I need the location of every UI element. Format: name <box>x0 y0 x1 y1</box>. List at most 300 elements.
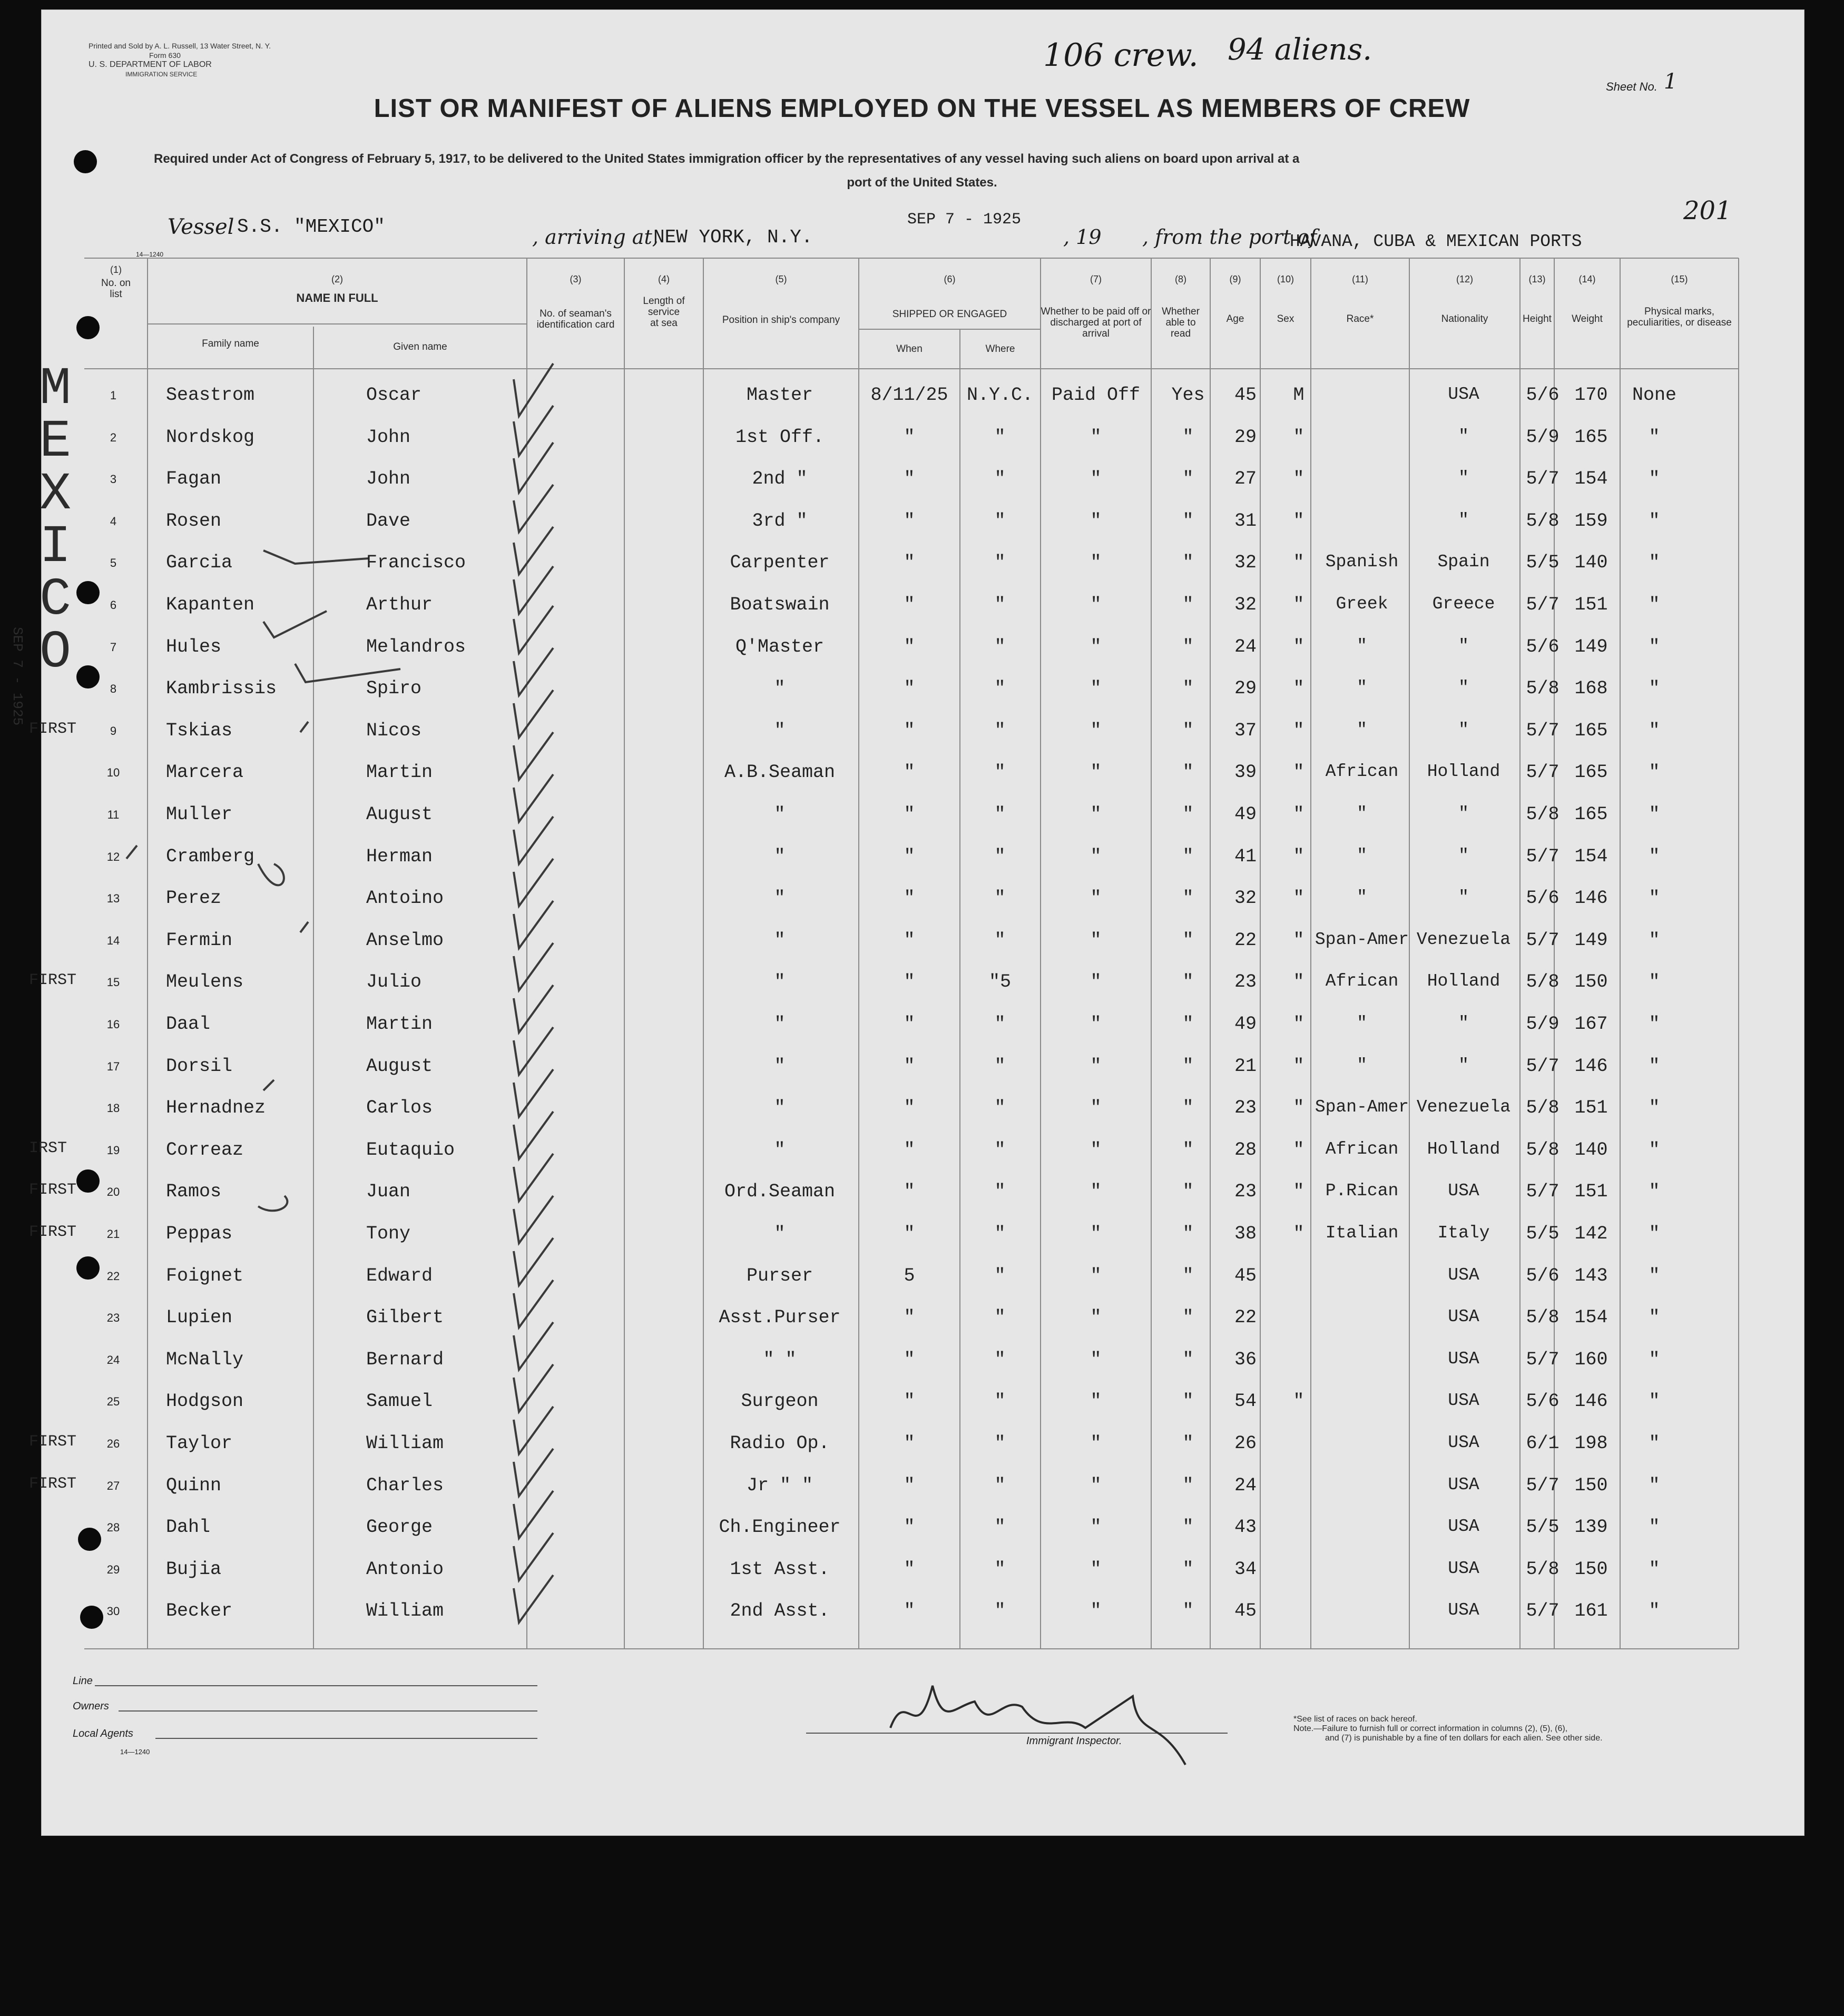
paid-off: " <box>1090 762 1102 783</box>
paid-off: " <box>1090 636 1102 657</box>
given-name: Francisco <box>366 552 466 574</box>
row-number: 1 <box>110 389 117 402</box>
given-name: Juan <box>366 1181 411 1203</box>
race: " <box>1357 636 1367 656</box>
weight: 167 <box>1574 1014 1608 1035</box>
col-header-height <box>1520 274 1554 324</box>
vessel-value: S.S. "MEXICO" <box>237 216 385 238</box>
nationality: USA <box>1448 1558 1479 1578</box>
row-number: 27 <box>106 1479 120 1492</box>
shipped-when: " <box>904 1223 915 1244</box>
race: Span-Amer <box>1315 1097 1409 1117</box>
sex: " <box>1293 552 1304 574</box>
footer-note: and (7) is punishable by a fine of ten dollars for each alien. See other side. <box>1325 1734 1603 1743</box>
shipped-where: " <box>994 1307 1006 1329</box>
age: 21 <box>1234 1055 1257 1077</box>
shipped-where: " <box>994 1433 1006 1454</box>
height: 5/5 <box>1526 552 1559 574</box>
col-header-family: Family name <box>202 338 259 349</box>
position: " <box>774 720 786 741</box>
shipped-when: " <box>904 804 915 825</box>
weight: 150 <box>1574 971 1608 993</box>
paid-off: " <box>1090 888 1102 909</box>
position: Boatswain <box>730 594 830 615</box>
shipped-where: " <box>994 552 1006 574</box>
age: 23 <box>1234 1181 1257 1203</box>
race: African <box>1325 1139 1399 1159</box>
position: Carpenter <box>730 552 830 574</box>
given-name: Antoino <box>366 888 444 909</box>
physical-marks: " <box>1649 1055 1660 1077</box>
position: Surgeon <box>741 1391 819 1412</box>
shipped-when: " <box>904 762 915 783</box>
nationality: USA <box>1448 1307 1479 1327</box>
footer-note: Note.—Failure to furnish full or correct information in columns (2), (5), (6), <box>1293 1724 1568 1733</box>
nationality: " <box>1458 426 1469 446</box>
age: 22 <box>1234 1307 1257 1329</box>
weight: 165 <box>1574 720 1608 741</box>
sex: " <box>1293 762 1304 783</box>
col-header-weight <box>1554 274 1620 324</box>
col-label: Height <box>1523 313 1552 324</box>
shipped-where: " <box>994 1349 1006 1370</box>
family-name: Tskias <box>166 720 233 741</box>
row-number: 12 <box>106 850 120 863</box>
col-number: (5) <box>775 274 787 284</box>
height: 6/1 <box>1526 1433 1559 1454</box>
col-number: (4) <box>658 274 670 284</box>
paid-off: " <box>1090 1474 1102 1496</box>
shipped-when: " <box>904 1055 915 1077</box>
age: 41 <box>1234 845 1257 867</box>
physical-marks: " <box>1649 1181 1660 1203</box>
physical-marks: " <box>1649 510 1660 532</box>
weight: 150 <box>1574 1474 1608 1496</box>
col-header-given: Given name <box>393 341 447 352</box>
weight: 168 <box>1574 678 1608 700</box>
weight: 146 <box>1574 1391 1608 1412</box>
age: 31 <box>1234 510 1257 532</box>
race: P.Rican <box>1325 1181 1399 1201</box>
shipped-when: " <box>904 468 915 490</box>
margin-stamp: FIRST <box>29 720 77 738</box>
physical-marks: " <box>1649 1349 1660 1370</box>
shipped-where: " <box>994 1139 1006 1161</box>
nationality: USA <box>1448 1181 1479 1201</box>
shipped-when: " <box>904 1558 915 1580</box>
col-header-nationality <box>1409 274 1520 324</box>
able-to-read: " <box>1182 1600 1194 1622</box>
stamp-number: 201 <box>1683 196 1732 225</box>
position: 2nd Asst. <box>730 1600 830 1622</box>
arrival-date-stamp: SEP 7 - 1925 <box>907 211 1022 229</box>
sex: " <box>1293 1391 1304 1412</box>
family-name: Hules <box>166 636 222 657</box>
able-to-read: " <box>1182 1474 1194 1496</box>
col-header-position <box>703 274 859 326</box>
height: 5/6 <box>1526 1391 1559 1412</box>
weight: 154 <box>1574 1307 1608 1329</box>
nationality: USA <box>1448 1349 1479 1369</box>
weight: 140 <box>1574 552 1608 574</box>
age: 49 <box>1234 804 1257 825</box>
printer-line: U. S. DEPARTMENT OF LABOR <box>89 60 212 69</box>
position: " <box>774 1223 786 1244</box>
height: 5/6 <box>1526 636 1559 657</box>
given-name: Dave <box>366 510 411 532</box>
physical-marks: " <box>1649 1433 1660 1454</box>
given-name: Melandros <box>366 636 466 657</box>
family-name: Cramberg <box>166 845 255 867</box>
height: 5/8 <box>1526 678 1559 700</box>
from-port-value: HAVANA, CUBA & MEXICAN PORTS <box>1290 232 1582 251</box>
col-number: (11) <box>1352 274 1368 284</box>
margin-stamp: FIRST <box>29 971 77 990</box>
paid-off: " <box>1090 720 1102 741</box>
paid-off: " <box>1090 929 1102 951</box>
paid-off: " <box>1090 1349 1102 1370</box>
family-name: Bujia <box>166 1558 222 1580</box>
sex: " <box>1293 636 1304 657</box>
given-name: Gilbert <box>366 1307 444 1329</box>
paid-off: " <box>1090 971 1102 993</box>
height: 5/9 <box>1526 1014 1559 1035</box>
row-number: 9 <box>110 724 117 737</box>
paid-off: " <box>1090 1433 1102 1454</box>
sex: " <box>1293 468 1304 490</box>
family-name: Daal <box>166 1014 211 1035</box>
col-number: (7) <box>1090 274 1102 284</box>
year-label: , 19 <box>1063 225 1102 249</box>
physical-marks: " <box>1649 720 1660 741</box>
paid-off: " <box>1090 1181 1102 1203</box>
col-header-no <box>84 264 148 300</box>
col-label: Physical marks, peculiarities, or disease <box>1627 306 1732 328</box>
weight: 149 <box>1574 636 1608 657</box>
family-name: Hodgson <box>166 1391 244 1412</box>
nationality: Venezuela <box>1416 1097 1511 1117</box>
nationality: " <box>1458 468 1469 488</box>
row-number: 6 <box>110 598 117 612</box>
age: 23 <box>1234 971 1257 993</box>
able-to-read: " <box>1182 1139 1194 1161</box>
physical-marks: " <box>1649 929 1660 951</box>
col-header-shipped <box>859 274 1041 320</box>
age: 34 <box>1234 1558 1257 1580</box>
weight: 154 <box>1574 468 1608 490</box>
weight: 165 <box>1574 426 1608 448</box>
height: 5/9 <box>1526 426 1559 448</box>
able-to-read: " <box>1182 1223 1194 1244</box>
race: " <box>1357 845 1367 866</box>
height: 5/7 <box>1526 762 1559 783</box>
shipped-when: " <box>904 1391 915 1412</box>
paid-off: " <box>1090 1265 1102 1286</box>
shipped-when: " <box>904 929 915 951</box>
sex: " <box>1293 1223 1304 1244</box>
col-number: (10) <box>1277 274 1294 284</box>
weight: 151 <box>1574 1181 1608 1203</box>
sex: " <box>1293 929 1304 951</box>
age: 39 <box>1234 762 1257 783</box>
physical-marks: " <box>1649 1517 1660 1538</box>
col-label: No. of seaman's identification card <box>536 308 615 330</box>
row-number: 16 <box>106 1018 120 1031</box>
position: Radio Op. <box>730 1433 830 1454</box>
paid-off: " <box>1090 594 1102 615</box>
col-header-read <box>1151 274 1210 339</box>
nationality: " <box>1458 636 1469 656</box>
shipped-when: " <box>904 636 915 657</box>
height: 5/8 <box>1526 1307 1559 1329</box>
family-name: Fagan <box>166 468 222 490</box>
race: " <box>1357 1014 1367 1033</box>
physical-marks: " <box>1649 552 1660 574</box>
col-label: Position in ship's company <box>722 314 840 326</box>
col-label: NAME IN FULL <box>296 291 378 304</box>
weight: 149 <box>1574 929 1608 951</box>
nationality: Greece <box>1432 594 1495 614</box>
weight: 170 <box>1574 385 1608 406</box>
able-to-read: " <box>1182 1097 1194 1119</box>
family-name: Kapanten <box>166 594 255 615</box>
col-number: (14) <box>1578 274 1596 284</box>
paid-off: " <box>1090 1517 1102 1538</box>
age: 43 <box>1234 1517 1257 1538</box>
able-to-read: " <box>1182 762 1194 783</box>
family-name: Becker <box>166 1600 233 1622</box>
col-label: Weight <box>1572 313 1603 324</box>
shipped-where: " <box>994 804 1006 825</box>
shipped-where: " <box>994 1223 1006 1244</box>
shipped-when: " <box>904 845 915 867</box>
sex: " <box>1293 426 1304 448</box>
form-code: 14—1240 <box>136 251 164 258</box>
nationality: " <box>1458 678 1469 698</box>
family-name: Kambrissis <box>166 678 277 700</box>
margin-date-stamp: SEP 7 - 1925 <box>9 627 25 726</box>
race: Spanish <box>1325 552 1399 572</box>
footer-owners-label: Owners <box>73 1700 109 1712</box>
family-name: Muller <box>166 804 233 825</box>
given-name: Bernard <box>366 1349 444 1370</box>
nationality: " <box>1458 1014 1469 1033</box>
shipped-when: " <box>904 1181 915 1203</box>
height: 5/6 <box>1526 888 1559 909</box>
family-name: Ramos <box>166 1181 222 1203</box>
age: 32 <box>1234 888 1257 909</box>
height: 5/7 <box>1526 929 1559 951</box>
paid-off: " <box>1090 678 1102 700</box>
margin-vessel-stamp: MEXICO <box>40 360 72 683</box>
paid-off: " <box>1090 510 1102 532</box>
col-header-service <box>624 274 703 329</box>
shipped-when: " <box>904 1139 915 1161</box>
physical-marks: " <box>1649 594 1660 615</box>
col-number: (2) <box>331 274 343 284</box>
nationality: USA <box>1448 1391 1479 1411</box>
given-name: Charles <box>366 1474 444 1496</box>
nationality: USA <box>1448 1474 1479 1494</box>
physical-marks: " <box>1649 971 1660 993</box>
nationality: " <box>1458 845 1469 866</box>
row-number: 2 <box>110 430 117 444</box>
height: 5/5 <box>1526 1223 1559 1244</box>
family-name: Hernadnez <box>166 1097 266 1119</box>
physical-marks: " <box>1649 762 1660 783</box>
shipped-where: " <box>994 762 1006 783</box>
paid-off: " <box>1090 552 1102 574</box>
nationality: " <box>1458 1055 1469 1075</box>
race: " <box>1357 720 1367 740</box>
height: 5/8 <box>1526 1139 1559 1161</box>
nationality: USA <box>1448 1600 1479 1620</box>
nationality: " <box>1458 510 1469 530</box>
physical-marks: " <box>1649 1558 1660 1580</box>
height: 5/7 <box>1526 1181 1559 1203</box>
height: 5/7 <box>1526 720 1559 741</box>
position: 3rd " <box>752 510 808 532</box>
subtitle-line-1: Required under Act of Congress of February 5, 1917, to be delivered to the United States immigration officer by the representatives of any vessel having such aliens on board upon arrival at a <box>154 152 1300 166</box>
height: 5/8 <box>1526 1097 1559 1119</box>
position: " <box>774 1014 786 1035</box>
sex: " <box>1293 1014 1304 1035</box>
row-number: 11 <box>107 808 120 821</box>
family-name: Garcia <box>166 552 233 574</box>
margin-stamp: IRST <box>29 1139 67 1157</box>
shipped-when: " <box>904 678 915 700</box>
row-number: 30 <box>106 1605 120 1618</box>
shipped-where: " <box>994 1014 1006 1035</box>
able-to-read: " <box>1182 426 1194 448</box>
col-label: Sex <box>1277 313 1294 324</box>
paid-off: " <box>1090 845 1102 867</box>
weight: 151 <box>1574 1097 1608 1119</box>
given-name: Spiro <box>366 678 422 700</box>
able-to-read: " <box>1182 1433 1194 1454</box>
age: 29 <box>1234 678 1257 700</box>
shipped-where: " <box>994 426 1006 448</box>
family-name: Correaz <box>166 1139 244 1161</box>
shipped-where: " <box>994 1265 1006 1286</box>
age: 23 <box>1234 1097 1257 1119</box>
shipped-when: " <box>904 510 915 532</box>
col-number: (12) <box>1456 274 1473 284</box>
able-to-read: " <box>1182 929 1194 951</box>
height: 5/8 <box>1526 510 1559 532</box>
physical-marks: None <box>1632 385 1677 406</box>
given-name: Edward <box>366 1265 433 1286</box>
weight: 159 <box>1574 510 1608 532</box>
physical-marks: " <box>1649 1223 1660 1244</box>
shipped-where: " <box>994 1097 1006 1119</box>
family-name: Rosen <box>166 510 222 532</box>
arriving-label: , arriving at, <box>532 225 659 249</box>
position: 1st Off. <box>735 426 825 448</box>
weight: 142 <box>1574 1223 1608 1244</box>
able-to-read: " <box>1182 594 1194 615</box>
given-name: August <box>366 804 433 825</box>
sex: M <box>1293 385 1304 406</box>
age: 32 <box>1234 594 1257 615</box>
age: 45 <box>1234 1265 1257 1286</box>
margin-stamp: FIRST <box>29 1181 77 1199</box>
col-header-where: Where <box>985 343 1015 355</box>
physical-marks: " <box>1649 1139 1660 1161</box>
weight: 143 <box>1574 1265 1608 1286</box>
given-name: John <box>366 468 411 490</box>
row-number: 29 <box>106 1562 120 1576</box>
col-label: No. on list <box>101 278 131 300</box>
shipped-where: " <box>994 845 1006 867</box>
weight: 146 <box>1574 888 1608 909</box>
position: Jr " " <box>746 1474 813 1496</box>
shipped-when: " <box>904 1014 915 1035</box>
family-name: Taylor <box>166 1433 233 1454</box>
race: African <box>1325 762 1399 782</box>
position: 1st Asst. <box>730 1558 830 1580</box>
height: 5/7 <box>1526 1055 1559 1077</box>
sheet-no-label: Sheet No. <box>1606 80 1657 93</box>
position: " <box>774 1097 786 1119</box>
col-header-sex <box>1260 274 1311 324</box>
row-number: 8 <box>110 682 117 696</box>
col-label: Age <box>1226 313 1244 324</box>
physical-marks: " <box>1649 804 1660 825</box>
sheet-no-value: 1 <box>1664 70 1678 94</box>
race: " <box>1357 678 1367 698</box>
weight: 161 <box>1574 1600 1608 1622</box>
race: " <box>1357 1055 1367 1075</box>
given-name: Martin <box>366 762 433 783</box>
shipped-when: 5 <box>904 1265 915 1286</box>
height: 5/8 <box>1526 1558 1559 1580</box>
physical-marks: " <box>1649 888 1660 909</box>
able-to-read: " <box>1182 971 1194 993</box>
from-port-label: , from the port of <box>1142 225 1317 249</box>
printer-line: IMMIGRATION SERVICE <box>125 71 198 78</box>
given-name: Nicos <box>366 720 422 741</box>
sex: " <box>1293 1055 1304 1077</box>
sex: " <box>1293 594 1304 615</box>
able-to-read: " <box>1182 804 1194 825</box>
nationality: Venezuela <box>1416 929 1511 949</box>
physical-marks: " <box>1649 636 1660 657</box>
sex: " <box>1293 720 1304 741</box>
physical-marks: " <box>1649 1265 1660 1286</box>
shipped-where: " <box>994 1558 1006 1580</box>
paid-off: " <box>1090 804 1102 825</box>
shipped-where: " <box>994 720 1006 741</box>
row-number: 17 <box>106 1059 120 1073</box>
weight: 151 <box>1574 594 1608 615</box>
shipped-where: " <box>994 1517 1006 1538</box>
able-to-read: " <box>1182 1391 1194 1412</box>
shipped-when: " <box>904 1433 915 1454</box>
nationality: USA <box>1448 1265 1479 1285</box>
nationality: " <box>1458 888 1469 908</box>
able-to-read: " <box>1182 636 1194 657</box>
given-name: Arthur <box>366 594 433 615</box>
nationality: Holland <box>1427 762 1500 782</box>
family-name: Nordskog <box>166 426 255 448</box>
position: " <box>774 845 786 867</box>
able-to-read: " <box>1182 1307 1194 1329</box>
given-name: Julio <box>366 971 422 993</box>
row-number: 26 <box>106 1437 120 1450</box>
physical-marks: " <box>1649 1097 1660 1119</box>
shipped-when: " <box>904 1097 915 1119</box>
